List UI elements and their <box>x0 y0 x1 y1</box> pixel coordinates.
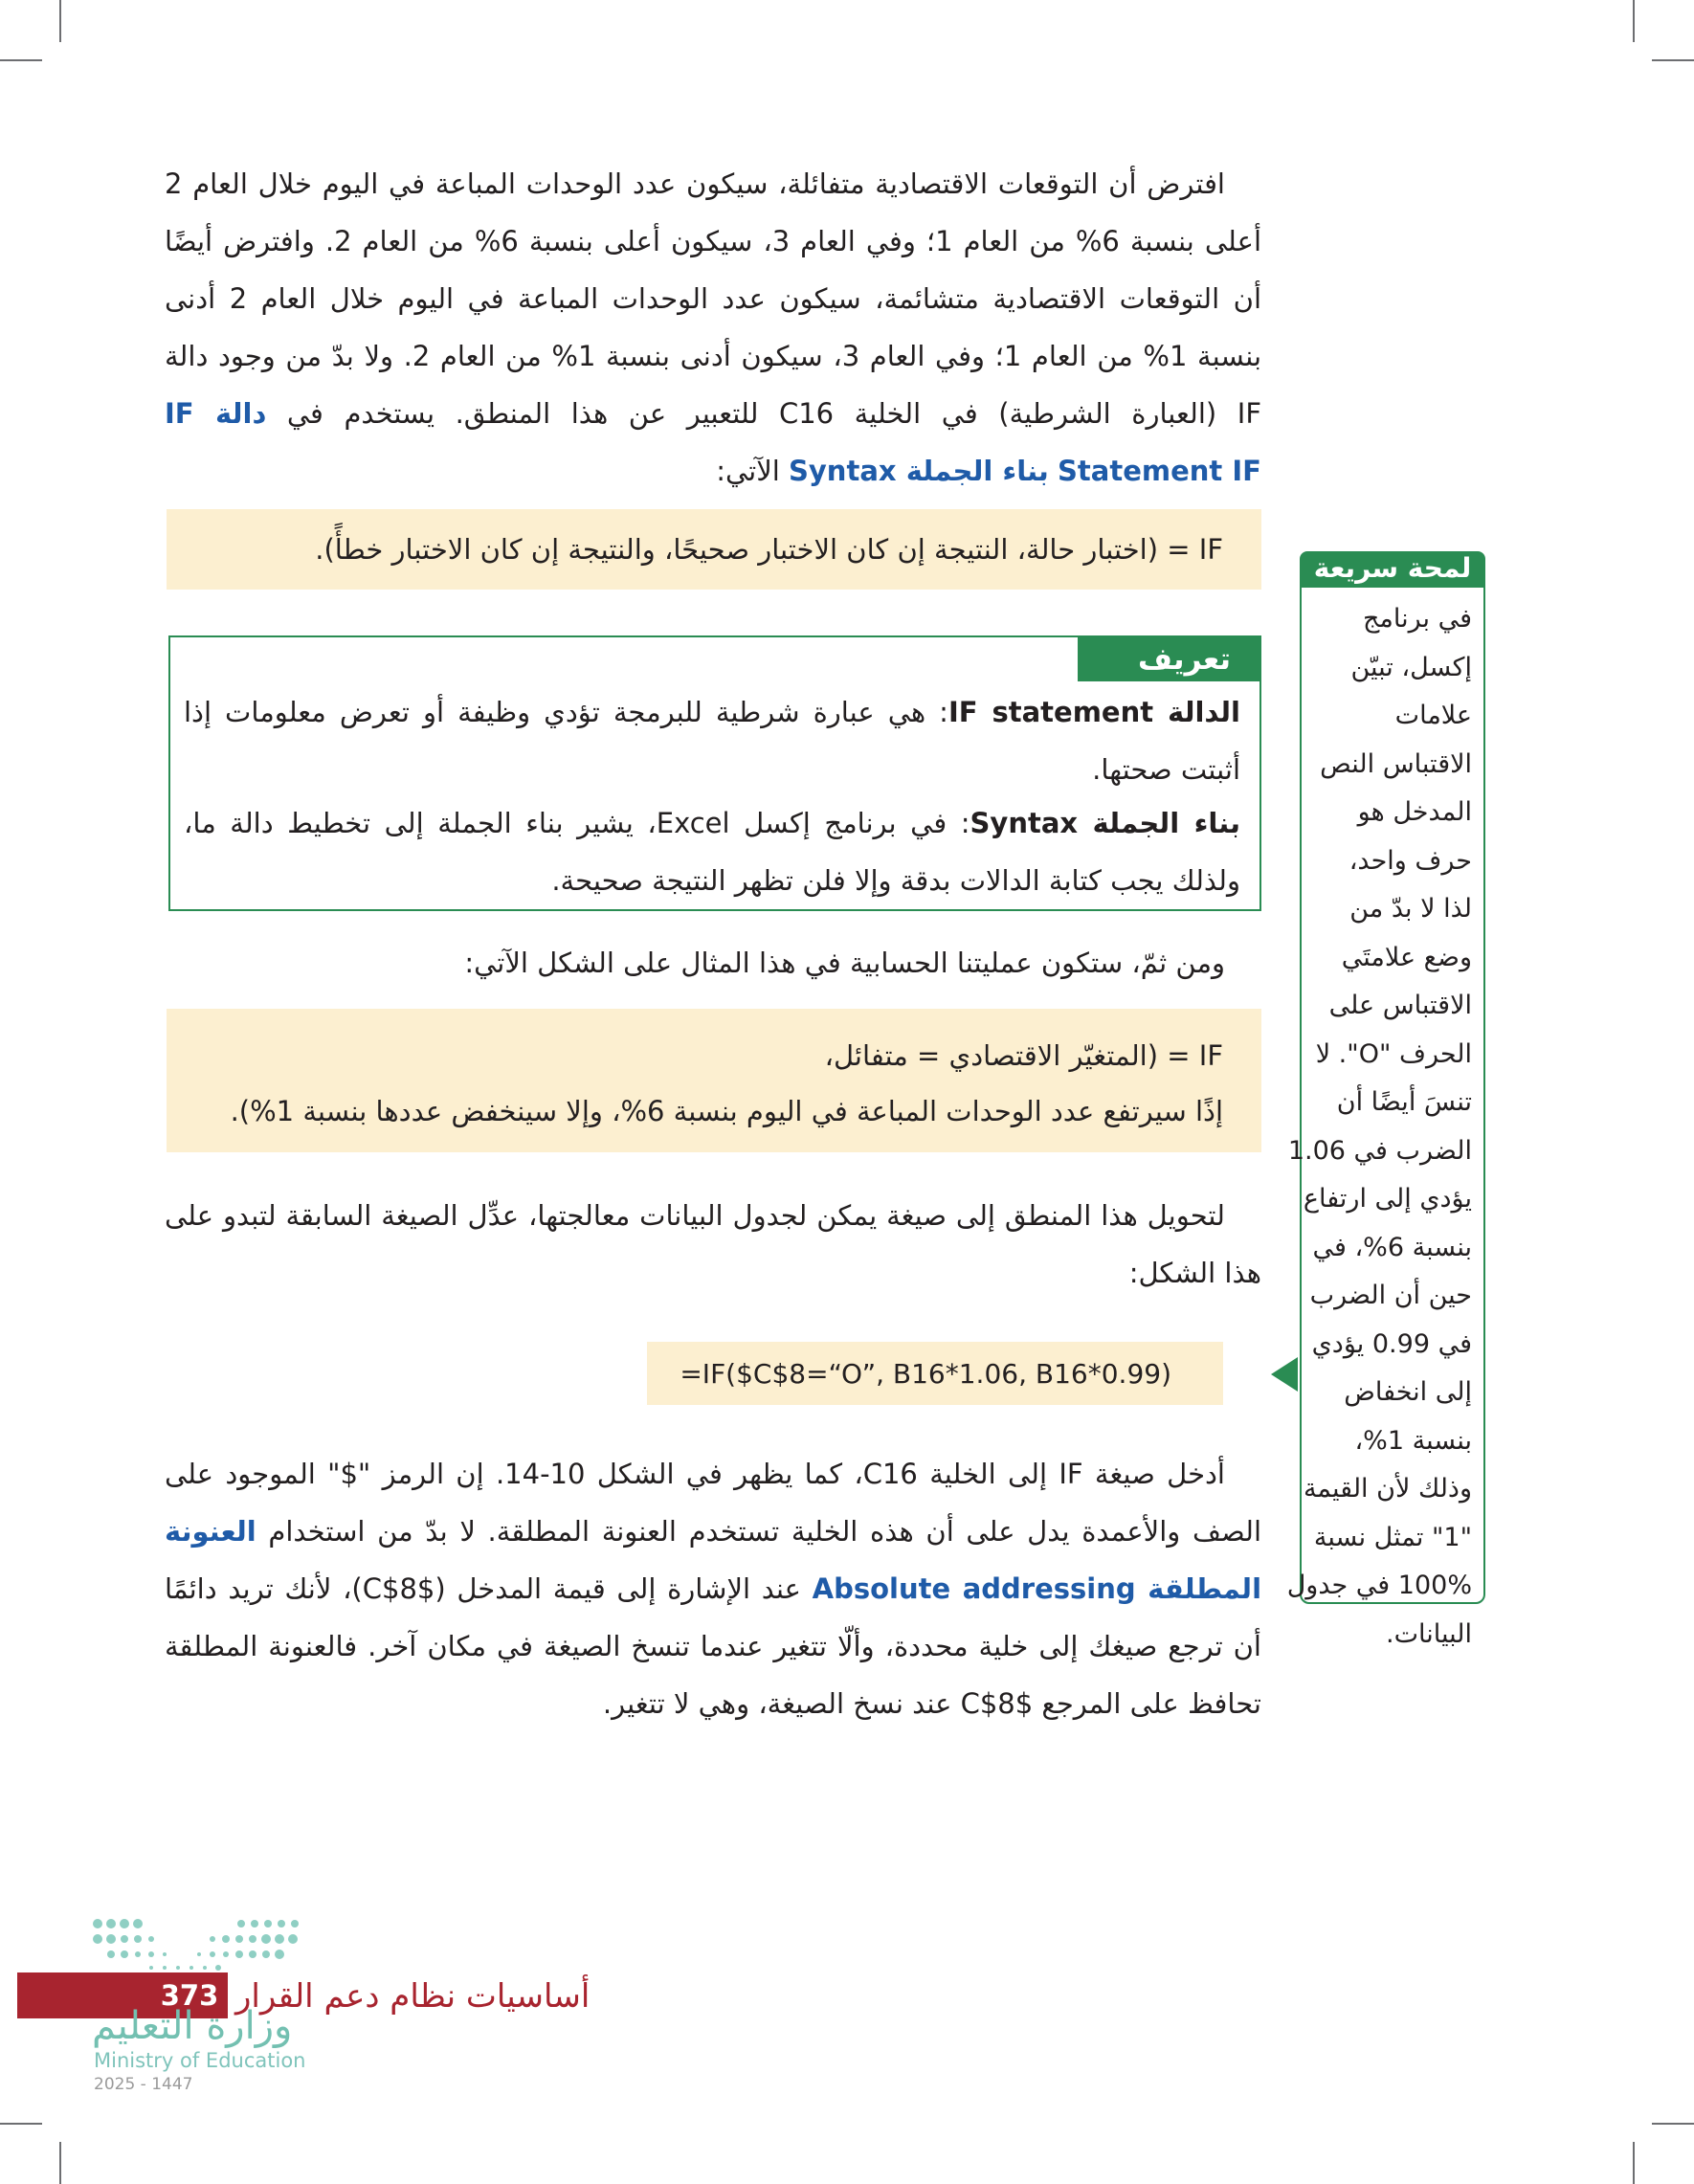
sidebar-line: في 0.99 يؤدي <box>1311 1328 1472 1359</box>
definition-item-syntax <box>184 794 1240 909</box>
sidebar-line: في برنامج <box>1362 604 1472 634</box>
edition-year: 2025 - 1447 <box>94 2075 193 2094</box>
then-paragraph <box>165 934 1261 992</box>
crop-mark <box>1652 2123 1694 2125</box>
final-text-2: عند الإشارة إلى قيمة المدخل ($C$8)، لأنك تريد دائمًا أن ترجع صيغك إلى خلية محددة، وألّا تتغير عندما تنسخ الصيغة في مكان آخر. فالعنونة المطلقة تحافظ على المرجع $C$8 عند نسخ الصيغة، وهي لا تتغير. <box>165 1572 1261 1720</box>
sidebar-line: حرف واحد، <box>1349 845 1472 876</box>
convert-paragraph <box>165 1187 1261 1302</box>
example-line-1: IF = (المتغيّر الاقتصادي = متفائل، <box>824 1039 1223 1072</box>
sidebar-line: 100% في جدول <box>1286 1571 1472 1600</box>
then-text: ومن ثمّ، ستكون عمليتنا الحسابية في هذا المثال على الشكل الآتي: <box>464 947 1225 979</box>
sidebar-lines <box>1286 595 1472 1659</box>
sidebar-line: تنسَ أيضًا أن <box>1336 1087 1472 1117</box>
crop-mark <box>0 59 42 61</box>
syntax-box <box>167 509 1261 590</box>
term-syntax: بناء الجملة Syntax <box>970 807 1241 839</box>
sidebar-title: لمحة سريعة <box>1300 551 1485 586</box>
sidebar-line: علامات <box>1394 701 1472 730</box>
crop-mark <box>59 2142 61 2184</box>
intro-text: افترض أن التوقعات الاقتصادية متفائلة، سيكون عدد الوحدات المباعة في اليوم خلال العام 2 أعلى بنسبة 6% من العام 1؛ وفي العام 3، سيكون أعلى بنسبة 6% من العام 2. وافترض أيضًا أن التوقعات الاقتصادية متشائمة، سيكون عدد الوحدات المباعة في اليوم خلال العام 2 أدنى بنسبة 1% من العام 1؛ وفي العام 3، سيكون أدنى بنسبة 1% من العام 2. ولا بدّ من وجود دالة IF (العبارة الشرطية) في الخلية C16 للتعبير عن هذا المنطق. يستخدم في <box>165 167 1262 430</box>
sidebar-line: إلى انخفاض <box>1344 1377 1472 1407</box>
final-paragraph <box>165 1445 1261 1732</box>
sidebar-line: "1" تمثل نسبة <box>1313 1522 1472 1552</box>
definition-title: تعريف <box>1078 637 1259 681</box>
crop-mark <box>1633 0 1635 42</box>
intro-paragraph <box>165 155 1261 500</box>
ministry-name-english: Ministry of Education <box>94 2049 306 2072</box>
ministry-name-arabic: وزارة التعليم <box>92 2004 293 2048</box>
sidebar-line: المدخل هو <box>1357 797 1472 827</box>
sidebar-pointer-arrow <box>1271 1357 1298 1392</box>
example-box <box>167 1009 1261 1152</box>
sidebar-box <box>1286 586 1485 1649</box>
formula-box <box>647 1342 1223 1405</box>
sidebar-line: الاقتباس النص <box>1320 748 1472 779</box>
keyword-syntax: بناء الجملة Syntax <box>789 455 1049 487</box>
sidebar-line: حين أن الضرب <box>1309 1281 1472 1310</box>
crop-mark <box>59 0 61 42</box>
syntax-text: IF = (اختبار حالة، النتيجة إن كان الاختبار صحيحًا، والنتيجة إن كان الاختبار خطأً). <box>315 533 1223 566</box>
crop-mark <box>0 2123 42 2125</box>
term-if-statement: الدالة IF statement <box>947 696 1240 728</box>
sidebar-line: وضع علامتَي <box>1341 942 1472 972</box>
sidebar-line: لذا لا بدّ من <box>1349 894 1472 924</box>
crop-mark <box>1633 2142 1635 2184</box>
chapter-title: أساسيات نظام دعم القرار <box>235 1977 591 2016</box>
example-line-2: إذًا سيرتفع عدد الوحدات المباعة في اليوم بنسبة 6%، وإلا سينخفض عددها بنسبة 1%). <box>230 1095 1223 1127</box>
definition-content <box>184 683 1240 909</box>
definition-item-if <box>184 683 1240 798</box>
intro-tail: الآتي: <box>716 455 780 487</box>
crop-mark <box>1652 59 1694 61</box>
sidebar-line: بنسبة 6%، في <box>1312 1232 1472 1262</box>
sidebar-line: بنسبة 1%، <box>1354 1425 1472 1456</box>
keyword-absolute-addressing: العنونة المطلقة Absolute addressing <box>165 1515 1262 1605</box>
definition-syntax-text: : في برنامج إكسل Excel، يشير بناء الجملة إلى تخطيط دالة ما، ولذلك يجب كتابة الدالات بدقة وإلا فلن تظهر النتيجة صحيحة. <box>184 807 1240 897</box>
sidebar-line: إكسل، تبيّن <box>1350 652 1472 682</box>
keyword-if-statement: دالة IF Statement IF <box>165 397 1261 487</box>
convert-text: لتحويل هذا المنطق إلى صيغة يمكن لجدول البيانات معالجتها، عدِّل الصيغة السابقة لتبدو على هذا الشكل: <box>165 1199 1261 1289</box>
final-text-1: أدخل صيغة IF إلى الخلية C16، كما يظهر في الشكل 10-14. إن الرمز "$" الموجود على الصف والأعمدة يدل على أن هذه الخلية تستخدم العنونة المطلقة. لا بدّ من استخدام <box>165 1458 1262 1548</box>
sidebar-line: الضرب في 1.06 <box>1287 1135 1472 1166</box>
definition-box <box>168 635 1261 911</box>
sidebar-line: الاقتباس على <box>1328 991 1472 1020</box>
sidebar-line: البيانات. <box>1386 1618 1472 1649</box>
formula-text: =IF($C$8=“O”, B16*1.06, B16*0.99) <box>680 1358 1171 1390</box>
sidebar-line: يؤدي إلى ارتفاع <box>1303 1184 1472 1214</box>
sidebar-line: وذلك لأن القيمة <box>1303 1474 1472 1504</box>
definition-if-text: : هي عبارة شرطية للبرمجة تؤدي وظيفة أو تعرض معلومات إذا أثبتت صحتها. <box>184 696 1240 786</box>
page-number: 373 <box>160 1979 219 2012</box>
sidebar-line: الحرف "O". لا <box>1315 1038 1472 1069</box>
